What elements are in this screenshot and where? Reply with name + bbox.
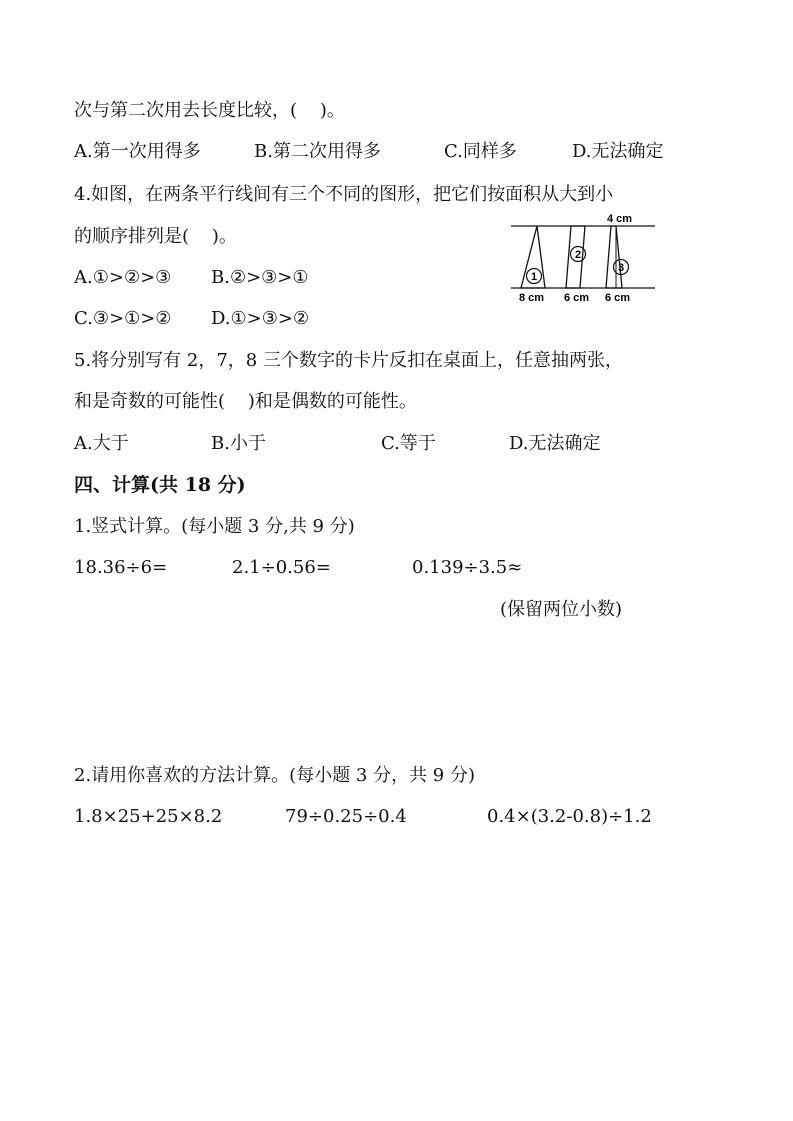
q4-line2: 的顺序排列是( )。 [74, 226, 237, 247]
parallel-lines-figure [508, 210, 658, 306]
shape-3-label: 3 [617, 262, 625, 274]
calc-part2-item-2: 79÷0.25÷0.4 [285, 806, 407, 827]
bottom-label-1: 8 cm [519, 292, 545, 304]
q4-option-a: A.①>②>③ [74, 267, 172, 288]
section-4-heading: 四、计算(共 18 分) [74, 474, 246, 496]
top-dimension-label: 4 cm [607, 213, 633, 225]
q5-line1: 5.将分别写有 2，7，8 三个数字的卡片反扣在桌面上，任意抽两张， [74, 350, 623, 371]
q3-option-d: D.无法确定 [572, 141, 664, 162]
q3-tail: 次与第二次用去长度比较，( )。 [74, 100, 345, 121]
q4-option-b: B.②>③>① [211, 267, 309, 288]
trapezoid-shape-3 [606, 226, 625, 288]
q5-option-d: D.无法确定 [509, 433, 601, 454]
q4-line1: 4.如图，在两条平行线间有三个不同的图形，把它们按面积从大到小 [74, 184, 614, 205]
bottom-label-3: 6 cm [605, 292, 631, 304]
calc-part2-item-3: 0.4×(3.2-0.8)÷1.2 [487, 806, 652, 827]
calc-part1-item-3: 0.139÷3.5≈ [412, 557, 523, 578]
q3-option-a: A.第一次用得多 [74, 141, 201, 162]
calc-part1-note: (保留两位小数) [500, 599, 623, 620]
calc-part2-title: 2.请用你喜欢的方法计算。(每小题 3 分，共 9 分) [74, 765, 476, 786]
q5-line2: 和是奇数的可能性( )和是偶数的可能性。 [74, 391, 417, 412]
q3-option-c: C.同样多 [444, 141, 517, 162]
calc-part2-item-1: 1.8×25+25×8.2 [74, 806, 223, 827]
q3-option-b: B.第二次用得多 [254, 141, 381, 162]
calc-part1-item-1: 18.36÷6= [74, 557, 168, 578]
q4-option-d: D.①>③>② [211, 308, 310, 329]
q5-option-a: A.大于 [74, 433, 129, 454]
q5-option-b: B.小于 [211, 433, 266, 454]
calc-part1-item-2: 2.1÷0.56= [232, 557, 331, 578]
shape-2-label: 2 [574, 249, 582, 261]
q4-option-c: C.③>①>② [74, 308, 172, 329]
bottom-label-2: 6 cm [564, 292, 590, 304]
calc-part1-title: 1.竖式计算。(每小题 3 分,共 9 分) [74, 516, 355, 537]
shape-1-label: 1 [530, 271, 538, 283]
q5-option-c: C.等于 [381, 433, 436, 454]
